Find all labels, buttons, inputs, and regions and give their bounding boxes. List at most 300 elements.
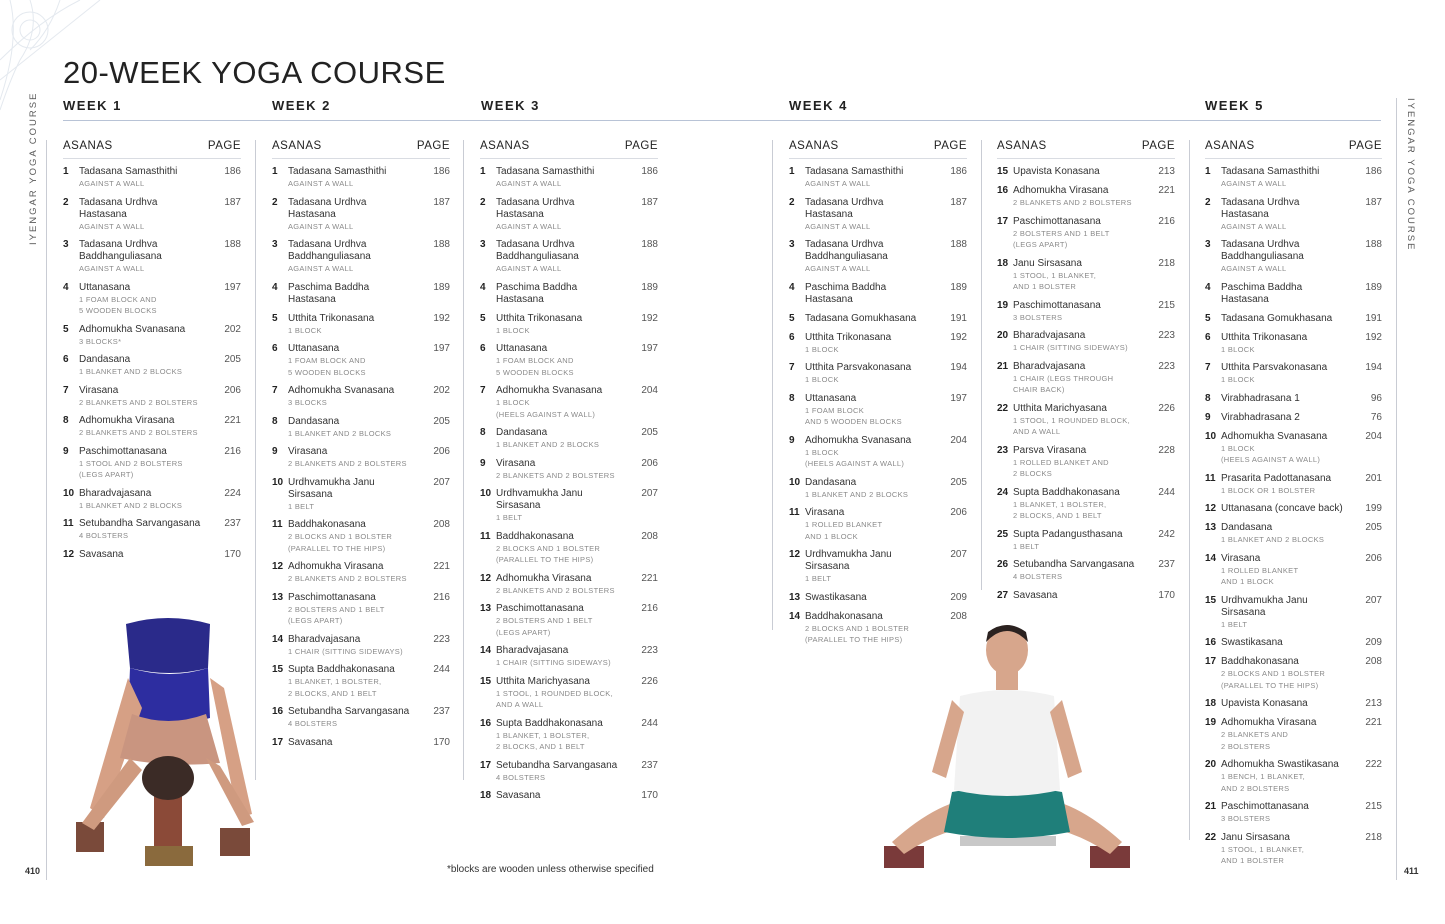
asana-props-note: AGAINST A WALL: [79, 264, 145, 273]
asana-page-ref: 208: [950, 610, 967, 622]
asana-page-ref: 187: [641, 196, 658, 208]
asana-entry: [480, 239, 658, 275]
asana-page-ref: 194: [1365, 362, 1382, 373]
asana-name: Adhomukha Virasana: [1013, 185, 1109, 196]
asana-props-note: 1 FOAM BLOCK AND 5 WOODEN BLOCKS: [805, 405, 902, 426]
asana-entry: [997, 487, 1175, 522]
asana-page-ref: 189: [641, 281, 658, 293]
asana-name: Tadasana Gomukhasana: [1221, 312, 1333, 324]
asana-number: 1: [272, 166, 278, 177]
asana-page-ref: 202: [433, 385, 450, 396]
asana-entry: [272, 343, 450, 378]
asana-page-ref: 204: [641, 385, 658, 396]
asana-number: 26: [997, 559, 1009, 570]
week-5-asana-list: [1205, 140, 1382, 874]
asana-props-note: 1 BLANKET AND 2 BLOCKS: [79, 367, 183, 376]
asana-props-note: AGAINST A WALL: [805, 179, 871, 188]
asana-page-ref: 188: [641, 239, 658, 250]
asana-name: Janu Sirsasana: [1221, 831, 1290, 843]
asana-page-ref: 191: [1365, 312, 1382, 324]
asana-number: 3: [63, 239, 69, 250]
asana-number: 1: [63, 166, 69, 177]
asana-entry: [789, 477, 967, 501]
asana-entry: [480, 488, 658, 524]
asana-number: 17: [272, 736, 284, 748]
asana-name: Adhomukha Virasana: [1221, 717, 1317, 728]
asanas-header: ASANAS: [997, 140, 1047, 152]
asana-name: Paschimottanasana: [1221, 801, 1309, 812]
asana-name: Baddhakonasana: [496, 530, 574, 542]
asana-number: 12: [1205, 503, 1217, 514]
asana-entry: [272, 592, 450, 627]
asanas-header: ASANAS: [789, 140, 839, 152]
asana-number: 14: [1205, 552, 1217, 564]
page-number-right: 411: [1404, 866, 1419, 876]
asana-number: 10: [63, 487, 75, 499]
asana-props-note: 2 BOLSTERS AND 1 BELT (LEGS APART): [288, 604, 385, 625]
asana-page-ref: 189: [433, 281, 450, 293]
asana-name: Utthita Trikonasana: [1221, 331, 1308, 343]
asana-props-note: 1 BLOCK (HEELS AGAINST A WALL): [1221, 443, 1321, 464]
asana-props-note: AGAINST A WALL: [79, 221, 145, 231]
asana-name: Supta Baddhakonasana: [1013, 486, 1120, 498]
asana-number: 25: [997, 528, 1009, 540]
asana-number: 8: [480, 427, 486, 438]
asana-entry: [63, 518, 241, 542]
asana-number: 13: [1205, 522, 1217, 533]
asana-page-ref: 237: [433, 706, 450, 717]
asana-props-note: 1 BLOCK: [1221, 344, 1255, 354]
asana-page-ref: 197: [224, 281, 241, 293]
asana-name: Adhomukha Svanasana: [1221, 430, 1328, 442]
asana-entry: [789, 393, 967, 428]
asana-props-note: 1 ROLLED BLANKET AND 1 BLOCK: [1221, 565, 1299, 586]
asana-props-note: 1 BELT: [1013, 541, 1040, 551]
asana-props-note: 1 BLOCK: [805, 344, 839, 354]
asana-page-ref: 221: [1365, 717, 1382, 728]
asana-name: Adhomukha Swastikasana: [1221, 759, 1339, 770]
asana-page-ref: 237: [224, 518, 241, 529]
asana-props-note: 1 BLANKET, 1 BOLSTER, 2 BLOCKS, AND 1 BELT: [288, 677, 382, 698]
asana-props-note: 1 STOOL, 1 BLANKET, AND 1 BOLSTER: [1013, 270, 1097, 291]
asana-page-ref: 207: [950, 549, 967, 560]
asana-number: 6: [789, 331, 795, 343]
asana-number: 16: [480, 717, 492, 729]
asana-page-ref: 170: [1158, 589, 1175, 601]
asana-name: Utthita Marichyasana: [1013, 402, 1107, 414]
asana-props-note: 1 STOOL AND 2 BOLSTERS (LEGS APART): [79, 458, 183, 479]
asana-props-note: 1 BLANKET AND 2 BLOCKS: [1221, 535, 1325, 544]
asana-props-note: 1 FOAM BLOCK AND 5 WOODEN BLOCKS: [496, 356, 574, 377]
asana-props-note: 1 BLANKET, 1 BOLSTER, 2 BLOCKS, AND 1 BELT: [1013, 499, 1107, 520]
asana-number: 10: [1205, 430, 1217, 442]
asana-page-ref: 207: [1365, 594, 1382, 606]
page-header: PAGE: [933, 140, 967, 152]
asana-page-ref: 205: [641, 427, 658, 438]
asana-number: 16: [272, 706, 284, 717]
column-divider: [772, 140, 773, 630]
asana-number: 7: [789, 362, 795, 373]
asana-page-ref: 223: [433, 633, 450, 645]
asana-entry: [997, 559, 1175, 583]
asana-props-note: 1 CHAIR (SITTING SIDEWAYS): [1013, 343, 1128, 352]
page-header: PAGE: [1141, 140, 1175, 152]
asana-number: 11: [272, 519, 283, 530]
asana-name: Setubandha Sarvangasana: [496, 759, 618, 771]
asana-page-ref: 76: [1370, 411, 1382, 423]
asana-props-note: 2 BLANKETS AND 2 BOLSTERS: [496, 470, 615, 480]
asana-entry: [272, 282, 450, 306]
asana-props-note: 2 BLOCKS AND 1 BOLSTER (PARALLEL TO THE HIPS): [805, 623, 910, 644]
asana-name: Setubandha Sarvangasana: [79, 518, 201, 529]
asana-number: 5: [789, 312, 795, 324]
asana-props-note: 1 BELT: [805, 574, 832, 583]
asana-name: Urdhvamukha Janu Sirsasana: [288, 476, 375, 500]
asana-entry: [789, 549, 967, 585]
asana-name: Adhomukha Svanasana: [288, 385, 395, 396]
asana-name: Savasana: [288, 736, 333, 748]
asana-name: Paschima Baddha Hastasana: [805, 281, 887, 305]
asana-entry: [997, 403, 1175, 438]
asana-entry: [997, 258, 1175, 293]
asana-name: Setubandha Sarvangasana: [1013, 559, 1135, 570]
asana-name: Savasana: [1013, 589, 1058, 601]
asana-page-ref: 206: [641, 457, 658, 469]
asana-props-note: 3 BOLSTERS: [1013, 312, 1063, 322]
asana-name: Tadasana Urdhva Hastasana: [805, 196, 884, 220]
asana-props-note: 1 ROLLED BLANKET AND 2 BLOCKS: [1013, 457, 1109, 478]
asana-number: 5: [272, 312, 278, 324]
week-5-title: WEEK 5: [1205, 98, 1264, 113]
asana-number: 18: [997, 257, 1009, 269]
asana-entry: [997, 590, 1175, 602]
asana-name: Savasana: [496, 790, 541, 801]
asana-name: Uttanasana: [288, 343, 340, 354]
asana-entry: [480, 645, 658, 669]
asana-page-ref: 221: [1158, 185, 1175, 196]
asana-props-note: 1 BLOCK (HEELS AGAINST A WALL): [805, 447, 905, 468]
asana-entry: [997, 216, 1175, 251]
asana-entry: [1205, 197, 1382, 233]
asana-entry: [997, 185, 1175, 209]
asana-page-ref: 186: [950, 166, 967, 177]
asana-name: Virabhadrasana 2: [1221, 411, 1300, 423]
asana-entry: [63, 549, 241, 561]
asana-props-note: 1 BLANKET AND 2 BLOCKS: [805, 489, 909, 499]
asana-number: 1: [480, 166, 486, 177]
asana-number: 11: [1205, 472, 1216, 484]
asana-number: 21: [1205, 801, 1217, 812]
asana-props-note: 4 BOLSTERS: [1013, 572, 1063, 581]
column-header: [480, 140, 658, 159]
asana-number: 8: [789, 392, 795, 404]
asana-entry: [997, 166, 1175, 178]
asana-number: 23: [997, 444, 1009, 456]
asana-props-note: 1 FOAM BLOCK AND 5 WOODEN BLOCKS: [79, 294, 157, 315]
asana-number: 11: [789, 507, 800, 518]
asana-entry: [480, 313, 658, 337]
asana-number: 16: [997, 185, 1009, 196]
column-header: [997, 140, 1175, 159]
asana-props-note: 1 BLOCK: [1221, 375, 1255, 384]
left-margin-rule: [46, 140, 47, 880]
asana-name: Paschima Baddha Hastasana: [496, 281, 578, 305]
asana-entry: [1205, 282, 1382, 306]
asana-page-ref: 186: [224, 166, 241, 177]
header-rule: [63, 120, 1381, 121]
asana-page-ref: 213: [1158, 166, 1175, 177]
asana-entry: [1205, 801, 1382, 825]
asana-name: Adhomukha Virasana: [79, 415, 175, 426]
asana-entry: [480, 458, 658, 482]
asana-number: 24: [997, 486, 1009, 498]
asana-entry: [1205, 503, 1382, 515]
asana-number: 10: [789, 476, 801, 488]
asana-entry: [480, 282, 658, 306]
asana-page-ref: 187: [1365, 196, 1382, 208]
asana-entry: [272, 416, 450, 440]
asana-name: Paschima Baddha Hastasana: [1221, 281, 1303, 305]
asana-page-ref: 197: [641, 343, 658, 354]
week-2-title: WEEK 2: [272, 98, 331, 113]
asana-page-ref: 244: [433, 664, 450, 675]
side-label-left: IYENGAR YOGA COURSE: [28, 91, 39, 245]
asana-entry: [272, 166, 450, 190]
column-header: [63, 140, 241, 159]
asana-page-ref: 187: [433, 196, 450, 208]
asanas-header: ASANAS: [480, 140, 530, 152]
asana-number: 14: [272, 633, 284, 645]
asana-page-ref: 96: [1370, 392, 1382, 404]
asana-props-note: 3 BLOCKS*: [79, 336, 122, 346]
asana-entry: [272, 446, 450, 470]
asana-props-note: AGAINST A WALL: [1221, 221, 1287, 231]
asana-number: 7: [272, 385, 278, 396]
asana-entry: [1205, 313, 1382, 325]
asana-page-ref: 186: [1365, 166, 1382, 177]
asana-name: Uttanasana (concave back): [1221, 503, 1343, 514]
asana-entry: [1205, 656, 1382, 691]
asana-number: 2: [272, 196, 278, 208]
asana-number: 8: [272, 415, 278, 427]
asana-page-ref: 170: [433, 736, 450, 748]
asana-entry: [789, 197, 967, 233]
asana-props-note: 2 BLANKETS AND 2 BOLSTERS: [79, 397, 198, 407]
asana-entry: [272, 706, 450, 730]
asana-number: 3: [1205, 239, 1211, 250]
asana-name: Virabhadrasana 1: [1221, 392, 1300, 404]
asana-page-ref: 244: [1158, 486, 1175, 498]
asana-page-ref: 205: [433, 415, 450, 427]
asana-entry: [272, 385, 450, 409]
asana-page-ref: 208: [433, 519, 450, 530]
asana-props-note: 2 BLOCKS AND 1 BOLSTER (PARALLEL TO THE HIPS): [496, 543, 601, 564]
asana-number: 17: [1205, 656, 1217, 667]
asana-name: Utthita Parsvakonasana: [805, 362, 912, 373]
asana-page-ref: 188: [433, 239, 450, 250]
asana-page-ref: 197: [433, 343, 450, 354]
asana-name: Savasana: [79, 548, 124, 560]
asana-entry: [480, 343, 658, 378]
asana-props-note: 2 BLANKETS AND 2 BOLSTERS: [288, 459, 407, 468]
asana-entry: [480, 385, 658, 420]
asana-props-note: 3 BLOCKS: [288, 398, 328, 407]
asana-number: 6: [480, 343, 486, 354]
asana-entry: [480, 427, 658, 451]
asana-entry: [997, 330, 1175, 354]
asana-entry: [1205, 239, 1382, 275]
asana-number: 1: [789, 166, 795, 177]
asana-name: Adhomukha Svanasana: [805, 434, 912, 446]
asana-number: 12: [63, 548, 75, 560]
asana-props-note: 1 BELT: [496, 513, 523, 522]
asana-number: 7: [480, 385, 486, 396]
asana-number: 16: [1205, 637, 1217, 648]
asana-page-ref: 199: [1365, 503, 1382, 514]
asana-number: 3: [789, 239, 795, 250]
asana-name: Paschima Baddha Hastasana: [288, 281, 370, 305]
asana-number: 2: [1205, 196, 1211, 208]
footnote: *blocks are wooden unless otherwise specified: [447, 864, 654, 875]
asana-number: 15: [1205, 594, 1217, 606]
asana-number: 2: [480, 196, 486, 208]
asana-number: 7: [1205, 362, 1211, 373]
week-4-asana-list-a: [789, 140, 967, 653]
asana-number: 5: [63, 323, 69, 335]
asana-name: Tadasana Urdhva Hastasana: [79, 196, 158, 220]
asana-number: 13: [272, 591, 284, 603]
asana-entry: [63, 324, 241, 348]
asana-page-ref: 223: [1158, 330, 1175, 341]
asana-name: Swastikasana: [1221, 637, 1283, 648]
asana-number: 9: [1205, 411, 1211, 423]
asana-name: Upavista Konasana: [1013, 166, 1100, 177]
asana-entry: [997, 300, 1175, 324]
asana-props-note: 4 BOLSTERS: [496, 772, 546, 782]
asana-name: Dandasana: [1221, 522, 1273, 533]
asana-name: Utthita Marichyasana: [496, 675, 590, 687]
asana-name: Bharadvajasana: [1013, 360, 1086, 372]
asana-page-ref: 186: [433, 166, 450, 177]
asana-props-note: 1 BLANKET, 1 BOLSTER, 2 BLOCKS, AND 1 BELT: [496, 730, 590, 751]
asana-page-ref: 208: [641, 530, 658, 542]
asana-props-note: AGAINST A WALL: [805, 221, 871, 231]
asana-name: Parsva Virasana: [1013, 444, 1087, 456]
asana-page-ref: 204: [1365, 430, 1382, 442]
asana-name: Virasana: [805, 507, 845, 518]
asana-name: Setubandha Sarvangasana: [288, 706, 410, 717]
asana-entry: [997, 529, 1175, 553]
asana-name: Dandasana: [288, 415, 340, 427]
asana-props-note: 1 CHAIR (SITTING SIDEWAYS): [496, 658, 611, 667]
asana-page-ref: 215: [1365, 801, 1382, 812]
asana-props-note: 1 STOOL, 1 ROUNDED BLOCK, AND A WALL: [1013, 415, 1130, 436]
asana-number: 9: [272, 446, 278, 457]
asana-number: 8: [1205, 392, 1211, 404]
asana-entry: [63, 282, 241, 317]
asana-entry: [480, 531, 658, 566]
asana-page-ref: 186: [641, 166, 658, 177]
asanas-header: ASANAS: [272, 140, 322, 152]
asana-name: Paschimottanasana: [1013, 215, 1101, 227]
asana-page-ref: 205: [224, 354, 241, 365]
column-header: [272, 140, 450, 159]
asana-number: 3: [480, 239, 486, 250]
asana-number: 13: [789, 591, 801, 603]
column-header: [1205, 140, 1382, 159]
asana-page-ref: 221: [224, 415, 241, 426]
asana-number: 15: [997, 166, 1009, 177]
page-title: 20-WEEK YOGA COURSE: [63, 55, 446, 90]
asana-props-note: 1 STOOL, 1 BLANKET, AND 1 BOLSTER: [1221, 844, 1305, 865]
asana-name: Supta Baddhakonasana: [288, 664, 395, 675]
asana-entry: [789, 332, 967, 356]
asana-name: Tadasana Urdhva Baddhanguliasana: [805, 239, 888, 262]
asana-number: 19: [1205, 717, 1217, 728]
asana-entry: [789, 239, 967, 275]
asana-entry: [789, 282, 967, 306]
asana-name: Adhomukha Svanasana: [496, 385, 603, 396]
asana-props-note: 1 ROLLED BLANKET AND 1 BLOCK: [805, 520, 883, 541]
asana-number: 6: [272, 343, 278, 354]
asana-number: 4: [63, 281, 69, 293]
asana-entry: [789, 435, 967, 470]
asana-entry: [63, 166, 241, 190]
asana-name: Paschimottanasana: [496, 603, 584, 614]
asana-entry: [480, 197, 658, 233]
asana-entry: [480, 718, 658, 753]
asana-number: 5: [1205, 312, 1211, 324]
asana-name: Dandasana: [805, 476, 857, 488]
column-divider: [1189, 140, 1190, 840]
asana-number: 1: [1205, 166, 1211, 177]
asana-name: Urdhvamukha Janu Sirsasana: [1221, 594, 1308, 618]
asanas-header: ASANAS: [63, 140, 113, 152]
page-header: PAGE: [207, 140, 241, 152]
asana-page-ref: 221: [641, 572, 658, 584]
asana-page-ref: 192: [950, 331, 967, 343]
asana-name: Bharadvajasana: [288, 633, 361, 645]
asana-entry: [272, 519, 450, 554]
asana-props-note: 2 BOLSTERS AND 1 BELT (LEGS APART): [496, 616, 593, 637]
asana-name: Uttanasana: [79, 281, 131, 293]
asana-props-note: AGAINST A WALL: [805, 264, 871, 273]
asana-entry: [1205, 522, 1382, 546]
asana-number: 13: [480, 603, 492, 614]
asana-number: 2: [63, 196, 69, 208]
asana-props-note: AGAINST A WALL: [496, 264, 562, 273]
asana-entry: [1205, 637, 1382, 649]
asana-entry: [480, 676, 658, 711]
asana-page-ref: 223: [641, 645, 658, 656]
seated-pose-photo: [882, 622, 1132, 872]
asana-name: Utthita Trikonasana: [288, 312, 375, 324]
asana-number: 5: [480, 312, 486, 324]
asana-entry: [480, 166, 658, 190]
asana-page-ref: 222: [1365, 759, 1382, 770]
asana-page-ref: 188: [1365, 239, 1382, 250]
asana-page-ref: 205: [1365, 522, 1382, 533]
asana-page-ref: 202: [224, 323, 241, 335]
asana-entry: [272, 561, 450, 585]
asana-page-ref: 201: [1365, 472, 1382, 484]
asana-props-note: 2 BLANKETS AND 2 BOLSTERS: [288, 574, 407, 583]
asana-number: 21: [997, 360, 1009, 372]
asana-props-note: 1 BLOCK: [805, 375, 839, 384]
asana-entry: [272, 664, 450, 699]
asana-page-ref: 242: [1158, 528, 1175, 540]
asana-page-ref: 204: [950, 434, 967, 446]
